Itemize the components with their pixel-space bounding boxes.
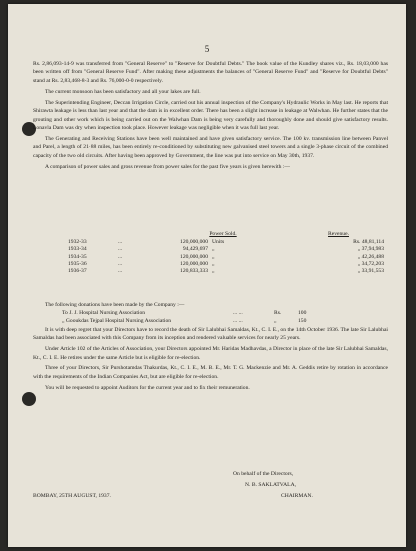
year-cell: 1934-35 bbox=[68, 253, 87, 260]
unit-cell: Units bbox=[212, 239, 225, 246]
paragraph: Three of your Directors, Sir Purshotamdas Thakurdas, Kt., C. I. E., M. B. E., Mr. T. G. Mackenzie and Mr. A. Geddis retire by rotation in accordance with the requirements of the Indian Companies Act, but are eligible for re-election. bbox=[33, 365, 388, 380]
paragraph: Under Article 102 of the Articles of Association, your Directors appointed Mr. Haridas Madhavdas, a Director in place of the late Sir Lalubhai Samaldas, Kt., C. I. E. He retires under the same Article but is eligible for re-election. bbox=[33, 346, 388, 361]
donation-item bbox=[33, 309, 388, 317]
year-cell: 1933-34 bbox=[68, 246, 87, 253]
paragraph: Rs. 2,86,093-14-9 was transferred from "General Reserve" to "Reserve for Doubtful Debts." The book value of the Kundley shares viz., Rs. 18,03,000 has been written off from "General Reserve Fund". After making these adjustments the balances of "General Reserve Fund" and "Reserve for Doubtful Debts" stand at Rs. 2,83,468-8-3 and Rs. 76,000-0-0 respectively. bbox=[33, 61, 388, 84]
paragraph: The Generating and Receiving Stations have been well maintained and have given satisfactory service. The 100 kv. transmission line between Panvel and Parel, a length of 21·88 miles, has been entirely re-conditioned by substituting new galvanised steel towers and a single 3-phase circuit of the combined capacity of the two old circuits. After having been approved by Government, the line was put into service on May 30th, 1937. bbox=[33, 136, 388, 159]
donation-name: To J. J. Hospital Nursing Association bbox=[62, 310, 146, 317]
unit-cell: „ bbox=[212, 246, 215, 253]
header-power-sold: Power Sold. bbox=[209, 231, 237, 237]
body-top bbox=[33, 60, 388, 174]
power-cell: 120,000,000 bbox=[180, 239, 208, 246]
signature-block bbox=[233, 469, 313, 502]
dots-cell: ... bbox=[118, 260, 123, 267]
power-cell: 94,429,697 bbox=[182, 246, 208, 253]
unit-cell: „ bbox=[212, 260, 215, 267]
body-bottom bbox=[33, 326, 388, 394]
donation-name: „ Gooukdas Tejpal Hospital Nursing Association bbox=[62, 318, 172, 325]
page-number: 5 bbox=[204, 44, 210, 54]
table-row bbox=[68, 261, 388, 268]
revenue-cell: „ 42,26,488 bbox=[357, 253, 384, 260]
dots-cell: ... bbox=[118, 268, 123, 275]
donations-intro: The following donations have been made by the Company :— bbox=[45, 302, 185, 308]
power-cell: 120,000,000 bbox=[180, 253, 208, 260]
donation-amount: 150 bbox=[298, 318, 307, 325]
dots-cell: ... bbox=[118, 239, 123, 246]
on-behalf-line: On behalf of the Directors, bbox=[233, 471, 294, 477]
power-cell: 120,833,333 bbox=[180, 268, 208, 275]
donation-dots: ... ... bbox=[233, 318, 243, 325]
revenue-cell: „ 37,94,983 bbox=[357, 246, 384, 253]
dots-cell: ... bbox=[118, 246, 123, 253]
header-revenue: Revenue. bbox=[328, 231, 349, 237]
paragraph: A comparison of power sales and gross revenue from power sales for the past five years is given herewith :— bbox=[45, 163, 290, 170]
revenue-cell: Rs. 48,81,114 bbox=[353, 239, 384, 246]
revenue-cell: „ 34,72,203 bbox=[357, 260, 384, 267]
year-cell: 1936-37 bbox=[68, 268, 87, 275]
paragraph: It is with deep regret that your Directors have to record the death of Sir Lalubhai Samaldas, Kt., C. I. E., on the 14th October 1936. The late Sir Lalubhai Samaldas had been associated with this Company from its inception and rendered valuable services for nearly 25 years. bbox=[33, 327, 388, 342]
table-row bbox=[68, 239, 388, 246]
donations-section bbox=[33, 301, 388, 326]
donation-amount: 100 bbox=[298, 310, 307, 317]
year-cell: 1935-36 bbox=[68, 260, 87, 267]
paragraph: The Superintending Engineer, Deccan Irrigation Circle, carried out his annual inspection of the Company's Hydraulic Works in May last. He reports that Shirawta leakage is less than last year and that the dam is in excellent order. There has been a slight increase in leakage at Walwhan. He further states that the grouting and other work which is being carried out on the Walwhan Dam is being very carefully and thoroughly done and should give satisfactory results. Lonavla Dam was dry when inspection took place. However leakage was negligible when it was full last year. bbox=[33, 99, 388, 132]
document-page bbox=[8, 4, 406, 547]
table-header-row bbox=[68, 230, 388, 239]
table-row bbox=[68, 254, 388, 261]
table-row bbox=[68, 246, 388, 253]
donation-currency: „ bbox=[274, 318, 277, 325]
unit-cell: „ bbox=[212, 253, 215, 260]
unit-cell: „ bbox=[212, 268, 215, 275]
place-date: BOMBAY, 25TH AUGUST, 1937. bbox=[33, 493, 111, 499]
signatory-title: CHAIRMAN. bbox=[281, 493, 313, 499]
paragraph: You will be requested to appoint Auditors for the current year and to fix their remuneration. bbox=[45, 384, 250, 391]
power-sales-table bbox=[68, 230, 388, 275]
signatory-name: N. B. SAKLATVALA, bbox=[245, 482, 297, 488]
donation-dots: ... ... bbox=[233, 310, 243, 317]
year-cell: 1932-33 bbox=[68, 239, 87, 246]
donation-currency: Rs. bbox=[274, 310, 282, 317]
paragraph: The current monsoon has been satisfactory and all your lakes are full. bbox=[45, 88, 201, 95]
donation-item bbox=[33, 317, 388, 325]
revenue-cell: „ 33,91,553 bbox=[357, 268, 384, 275]
dots-cell: ... bbox=[118, 253, 123, 260]
power-cell: 120,000,000 bbox=[180, 260, 208, 267]
table-row bbox=[68, 268, 388, 275]
